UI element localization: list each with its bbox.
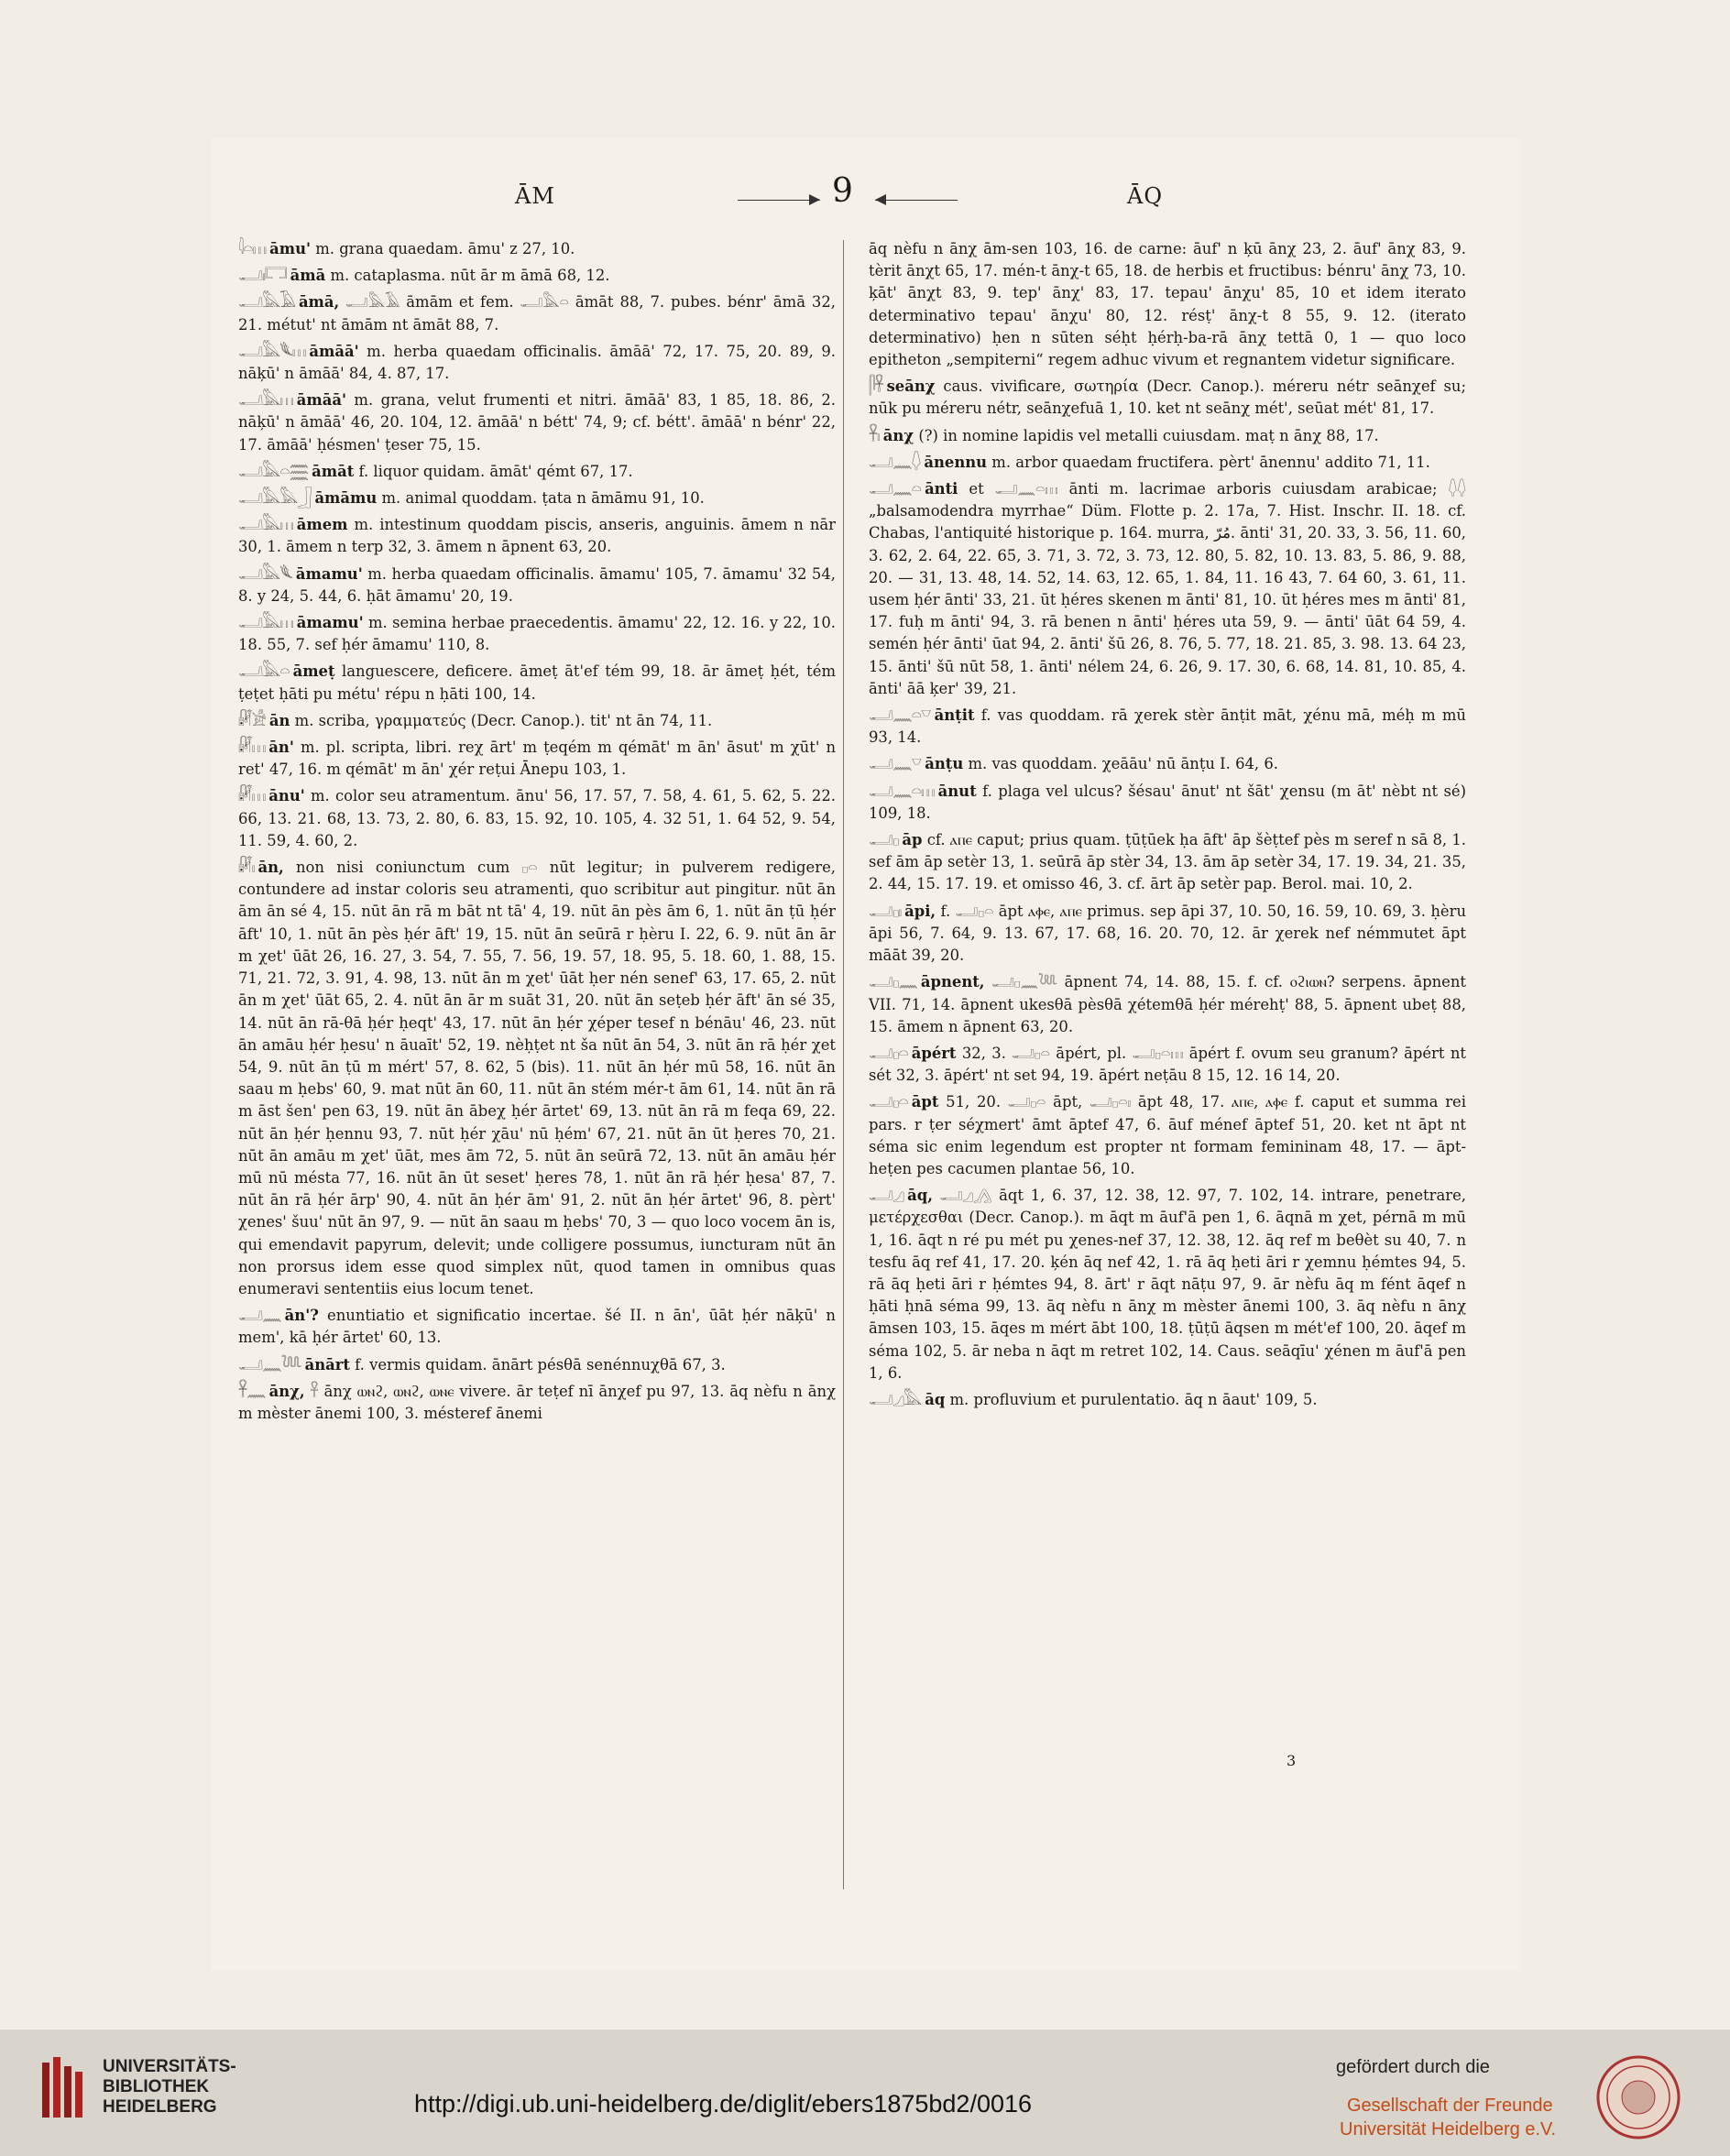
hieroglyph-spelling: 𓋴𓋹 (869, 377, 883, 397)
entry-definition: m. cataplasma. nūt ār m āmā 68, 12. (325, 267, 610, 285)
dictionary-entry (238, 1305, 836, 1349)
entry-lemma: āpi, (904, 902, 936, 920)
entry-lemma: āpt (911, 1093, 939, 1111)
entry-lemma: ānut (937, 782, 977, 800)
dictionary-entry (238, 857, 836, 1300)
dictionary-entry (869, 452, 1466, 474)
hieroglyph-spelling: 𓂝𓅓𓏥 (238, 515, 293, 535)
entry-lemma: āq, (907, 1187, 933, 1205)
hieroglyph-spelling: 𓂝𓅓𓄿 (238, 292, 295, 312)
hieroglyph-spelling: 𓂝𓊪𓏤 (869, 901, 902, 921)
library-name-line: BIBLIOTHEK (103, 2077, 210, 2096)
hieroglyph-spelling: 𓂝𓈖𓏏𓏥 (869, 781, 935, 801)
entry-definition: 𓂝𓅓𓄿 āmām et fem. 𓂝𓅓𓏏 āmāt 88, 7. pubes. bénr' āmā 32, 21. métut' nt āmām nt āmāt 88, 7. (238, 293, 836, 334)
hieroglyph-spelling: 𓂝𓅓𓏏𓈗 (238, 461, 309, 481)
entry-lemma: āmeṭ (292, 662, 335, 681)
dictionary-entry (869, 971, 1466, 1038)
column-divider (843, 240, 844, 1889)
dictionary-entry (238, 291, 836, 335)
hieroglyph-spelling: 𓏞𓏥 (238, 738, 266, 758)
entry-lemma: āmā (290, 267, 326, 285)
library-name-line: HEIDELBERG (103, 2097, 217, 2117)
sponsor-label: gefördert durch die (1336, 2057, 1490, 2077)
dictionary-entry (869, 376, 1466, 420)
dictionary-entry (869, 478, 1466, 700)
library-name (103, 2057, 236, 2118)
sponsor-name-line: Gesellschaft der Freunde (1347, 2096, 1553, 2116)
entry-lemma: āmāā' (309, 342, 359, 360)
entry-lemma: ān, (257, 859, 284, 877)
entry-lemma: āmem (296, 516, 348, 534)
hieroglyph-spelling: 𓂝𓅓𓏏 (238, 662, 290, 682)
entry-definition: m. arbor quaedam fructifera. pèrt' ānennu' addito 71, 11. (987, 453, 1430, 471)
entry-definition: m. herba quaedam officinalis. āmamu' 105, 7. āmamu' 32 54, 8. y 24, 5. 44, 6. ḥāt āmamu' 20, 19. (238, 564, 836, 605)
dictionary-entry (238, 238, 836, 260)
source-url-link[interactable]: http://digi.ub.uni-heidelberg.de/diglit/ebers1875bd2/0016 (414, 2090, 1033, 2118)
dictionary-entry (869, 1091, 1466, 1180)
entry-lemma: āmāā' (296, 391, 346, 410)
left-column (238, 238, 836, 1429)
dictionary-entry (238, 487, 836, 509)
hieroglyph-spelling: 𓏞𓏥 (238, 786, 266, 806)
dictionary-entry (238, 785, 836, 852)
hieroglyph-spelling: 𓂝𓅓𓆰𓏥 (238, 341, 306, 361)
dictionary-entry (869, 829, 1466, 896)
entry-definition: m. semina herbae praecedentis. āmamu' 22, 12. 16. y 22, 10. 18. 55, 7. sef ḥér āmamu' 110, 8. (238, 614, 836, 654)
digitization-footer (0, 2030, 1730, 2156)
hieroglyph-spelling: 𓂝𓊪 (869, 830, 899, 850)
header-right-key: ĀQ (1127, 183, 1164, 209)
entry-definition: cf. ⲁⲡⲉ caput; prius quam. ṭūṭūek ḥa āft' āp šèṭtef pès m seref n sā 8, 1. sef ām āp setèr 13, 1. seūrā āp stèr 34, 13. ām āp setèr 34, 17. 19. 34, 21. 35, 2. 44, 15. 17. 19. et omisso 46, 3. cf. ārt āp setèr pap. Berol. mai. 10, 2. (869, 831, 1466, 893)
entry-definition: 𓂝𓈎𓂻 āqt 1, 6. 37, 12. 38, 12. 97, 7. 102, 14. intrare, penetrare, μετέρχεσθαι (Decr. Canop.). m āqt m āuf'ā pen 1, 6. āqnā m χet, pérnā m mū 1, 16. āqt n ré pu mét pu χenes-nef 37, 12. 38, 12. āq ref m beθèt su 40, 7. n tesfu āq ref 41, 17. 20. ķén āq nef 42, 1. rā āq ḥeti āri r χemnu ḥémtes 94, 5. rā āq ḥeti āri r ḥémtes 94, 8. ārt' r āqt nāṭu 97, 9. ār nèfu āq m fént āqef n ḥāti ḥnā séma 99, 13. āq nèfu n ānχ m mèster ānemi 100, 3. āq nèfu n ānχ āmsen 103, 15. āqes m mért ābt 100, 18. ṭūṭū āqsen m mét'ef 100, 20. āqef m séma 102, 5. ār neba n āqt m retret 102, 14. Caus. seāqīu' χénen m āuf'ā pen 1, 6. (869, 1187, 1466, 1382)
header-arrow-line-right (875, 200, 958, 201)
hieroglyph-spelling: 𓂝𓅓𓅓𓃀 (238, 488, 312, 509)
entry-lemma: ānχ (882, 426, 914, 444)
entry-lemma: āpnent, (920, 973, 985, 991)
entry-definition: 32, 3. 𓂝𓊪𓏏 āpért, pl. 𓂝𓊪𓏏𓏥 āpért f. ovum seu granum? āpért nt sét 32, 3. āpért' nt set 94, 19. āpért neṭāu 8 15, 12. 16 14, 20. (869, 1044, 1466, 1085)
entry-lemma: ān' (268, 739, 294, 757)
entry-lemma: āmu' (269, 240, 312, 257)
hieroglyph-spelling: 𓂝𓅓𓏥 (238, 390, 293, 410)
dictionary-entry (238, 612, 836, 656)
entry-definition: f. plaga vel ulcus? šésau' ānut' nt šāt' χensu (m āt' nèbt nt sé) 109, 18. (869, 782, 1466, 822)
dictionary-entry (869, 781, 1466, 825)
entry-lemma: āmamu' (295, 564, 363, 583)
hieroglyph-spelling: 𓂝𓏤𓉐 (238, 266, 287, 286)
sponsor-name-line: Universität Heidelberg e.V. (1340, 2119, 1557, 2140)
entry-lemma: ānennu (924, 453, 988, 471)
dictionary-entry (869, 1043, 1466, 1087)
entry-definition: f. liquor quidam. āmāt' qémt 67, 17. (354, 462, 633, 480)
hieroglyph-spelling: 𓋹𓈖 (238, 1381, 266, 1401)
entry-definition: 51, 20. 𓂝𓊪𓏏 āpt, 𓂝𓊪𓏏𓏤 āpt 48, 17. ⲁⲡⲉ, ⲁⲫⲉ f. caput et summa rei pars. r ṭer séχmert' āmt āptef 47, 6. āuf ménef āptef 51, 20. ket nt āpt nt séma sic enim legendum est propter nt formam femininam 48, 17. — āpt-heṭen pes cacumen plantae 56, 10. (869, 1093, 1466, 1177)
dictionary-entry (238, 265, 836, 287)
page-footer-number: 3 (1287, 1752, 1297, 1769)
dictionary-entry (869, 238, 1466, 371)
dictionary-page (211, 137, 1521, 1970)
entry-definition: 𓋹 ānχ ⲱⲛϩ, ⲱⲛϩ, ⲱⲛⲉ vivere. ār teṭef nī ānχef pu 97, 13. āq nèfu n ānχ m mèster ānemi 100, 3. mésteref ānemi (238, 1382, 836, 1422)
entry-definition: enuntiatio et significatio incertae. šé II. n ān', ūāt ḥér nāķū' n mem', kā ḥér ārtet' 60, 13. (238, 1307, 836, 1347)
dictionary-entry (238, 389, 836, 456)
header-arrow-right-icon (809, 194, 820, 205)
dictionary-entry (238, 341, 836, 385)
hieroglyph-spelling: 𓂝𓊪𓈖 (869, 972, 917, 992)
entry-definition: et 𓂝𓈖𓏏𓏥 ānti m. lacrimae arboris cuiusdam arabicae; 𓆭𓆭 „balsamodendra myrrhae“ Düm. Flotte p. 2. 17a, 7. Hist. Inschr. II. 18. cf. Chabas, l'antiquité historique p. 164. murra, مُرّ. ānti' 31, 20. 33, 3. 56, 11. 60, 3. 62, 2. 64, 22. 65, 3. 71, 3. 72, 3. 73, 12. 80, 5. 82, 10. 13. 83, 5. 86, 9. 88, 20. — 31, 13. 48, 14. 52, 14. 63, 12. 65, 1. 84, 11. 16 43, 7. 64 60, 3. 61, 11. usem ḥér ānti' 33, 21. ūt ḥéres skenen m ānti' 81, 10. ūt ḥéres mes m ānti' 81, 17. fuḥ m ānti' 94, 3. rā benen n ānti' ḥéres uta 59, 9. — ānti' ūāt 64 59, 4. semén ḥér ānti' ūat 94, 2. ānti' šū 26, 8. 76, 5. 77, 18. 21. 85, 3. 98. 13. 64 23, 15. ānti' šū nūt 58, 1. ānti' nélem 24, 6. 26, 9. 17. 30, 6. 68, 14. 81, 10. 85, 4. ānti' āā ķer' 39, 21. (869, 480, 1467, 697)
entry-lemma: āp (902, 831, 923, 849)
entry-lemma: ānārt (304, 1355, 350, 1373)
entry-definition: non nisi coniunctum cum 𓊪𓏏 nūt legitur; in pulverem redigere, contundere ad instar coloris seu atramenti, quo scribitur aut pingitur. nūt ān ām ān sé 4, 15. nūt ān rā m bāt nt tā' 4, 19. nūt ān pès ām 6, 1. nūt ān ṭū ḥér āft' 10, 1. nūt ān pès ḥér āft' 19, 15. nūt ān seūrā r ḥèru I. 22, 6. 9. nūt ān ār m χet' ūāt 26, 16. 27, 3. 54, 7. 55, 7. 56, 19. 57, 18. 95, 5. 18. 60, 1. 88, 15. 71, 21. 72, 3. 91, 4. 98, 13. nūt ān m χet' ūāt ḥer nén senef' 63, 17. 65, 2. nūt ān m χet' ūāt 65, 2. 4. nūt ān ār m suāt 31, 20. nūt ān seṭeb ḥér āft' ān sé 35, 14. nūt ān rā-θā ḥér ḥeqt' 43, 17. nūt ān ḥér χéper tesef n bénāu' 46, 23. nūt ān amāu ḥér ḥesu' n āuaīt' 52, 19. nèḥṭet nt ša nūt ān 54, 3. nūt ān rā ḥér χet 54, 9. nūt ān ṭū m mért' 57, 8. 62, 5 (bis). 11. nūt ān ḥér mū 58, 16. nūt ān saau m ḥebs' 60, 9. mat nūt ān 60, 11. nūt ān stém mér-t ām 61, 14. nūt ān rā m āst šen' pen 63, 19. nūt ān ābeχ ḥér ārtet' 69, 13. nūt ān rā m feqa 69, 22. nūt ān ḥér ḥennu 93, 7. nūt ḥér χāu' nū ḥém' 67, 21. nūt ān ūt ḥeres 70, 21. nūt ān amāu m χet' ūāt, mes ām 72, 5. nūt ān seūrā 72, 13. nūt ān amāu ḥér mū nū mésta 77, 16. nūt ān ūt seset' ḥeres 78, 1. nūt ān rā ḥér ḥesa' 87, 7. nūt ān rā ḥér ārp' 90, 4. nūt ān ḥér ām' 91, 2. nūt ān ḥér ārtet' 96, 8. pèrt' χenes' šuu' nūt ān 97, 9. — nūt ān saau m ḥebs' 70, 3 — quo loco vocem ān is, qui emendavit papyrum, delevit; unde colligere possumus, iuncturam nūt ān non prorsus idem esse quod simplex nūt, quod tamen in omnibus quas enumeravi sententiis eius locum tenet. (238, 859, 836, 1297)
entry-definition: 𓂝𓊪𓈖𓆙 āpnent 74, 14. 88, 15. f. cf. ⲟϩⲓⲱⲛ? serpens. āpnent VII. 71, 14. āpnent ukesθā pèsθā χétemθā ḥér mérehṭ' 88, 5. āpnent ubeṭ 88, 15. āmem n āpnent 63, 20. (869, 973, 1466, 1035)
header-arrow-line-left (738, 200, 820, 201)
entry-definition: f. 𓂝𓊪𓏏 āpt ⲁⲫⲉ, ⲁⲡⲉ primus. sep āpi 37, 10. 50, 16. 59, 10. 69, 3. ḥèru āpi 56, 7. 64, 9. 13. 67, 17. 68, 16. 20. 70, 12. ār χerek nef némmutet āpt māāt 39, 20. (869, 902, 1466, 965)
entry-definition: m. herba quaedam officinalis. āmāā' 72, 17. 75, 20. 89, 9. nāķū' n āmāā' 84, 4. 87, 17. (238, 342, 836, 383)
hieroglyph-spelling: 𓏞𓏤 (238, 858, 255, 878)
entry-lemma: āmāt (312, 462, 355, 480)
entry-definition: caus. vivificare, σωτηρία (Decr. Canop.). méreru nétr seānχef su; nūk pu méreru nétr, seānχefuā 1, 10. ket nt seānχ mét', seūat mét' 81, 17. (869, 378, 1466, 418)
entry-lemma: ānṭu (925, 755, 964, 773)
hieroglyph-spelling: 𓇋𓏏𓏥 (238, 239, 267, 258)
entry-lemma: ānti (925, 480, 958, 498)
dictionary-entry (238, 514, 836, 558)
entry-definition: m. animal quoddam. ṭata n āmāmu 91, 10. (377, 489, 705, 508)
entry-definition: languescere, deficere. āmeṭ āt'ef tém 99, 18. ār āmeṭ ḥét, tém ṭeṭet ḥāti pu métu' répu n ḥāti 100, 14. (238, 662, 836, 703)
dictionary-entry (238, 737, 836, 781)
entry-lemma: āmā, (298, 293, 340, 312)
dictionary-entry (869, 425, 1466, 447)
hieroglyph-spelling: 𓂝𓈖𓆭 (869, 452, 921, 472)
hieroglyph-spelling: 𓂝𓈖𓏏 (869, 479, 922, 499)
entry-lemma: ānχ, (268, 1382, 305, 1400)
entry-lemma: ān'? (284, 1307, 319, 1325)
hieroglyph-spelling: 𓂝𓈎 (869, 1186, 904, 1206)
dictionary-entry (238, 710, 836, 732)
hieroglyph-spelling: 𓋹𓏤 (869, 425, 880, 445)
entry-definition: m. grana, velut frumenti et nitri. āmāā' 83, 1 85, 18. 86, 2. nāķū' n āmāā' 46, 20. 104, 12. āmāā' n bétt' 74, 9; cf. bétt'. āmāā' n bénr' 22, 17. āmāā' ḥésmen' ṭeser 75, 15. (238, 391, 836, 454)
entry-lemma: āmamu' (296, 614, 364, 632)
dictionary-entry (238, 564, 836, 607)
entry-definition: m. grana quaedam. āmu' z 27, 10. (311, 240, 575, 257)
entry-definition: m. intestinum quoddam piscis, anseris, anguinis. āmem n nār 30, 1. āmem n terp 32, 3. āmem n āpnent 63, 20. (238, 516, 836, 556)
university-library-logo-icon (38, 2053, 92, 2125)
right-column (869, 238, 1466, 1416)
dictionary-entry (869, 1185, 1466, 1384)
entry-definition: m. color seu atramentum. ānu' 56, 17. 57, 7. 58, 4. 61, 5. 62, 5. 22. 66, 13. 21. 68, 13. 73, 2. 80, 6. 83, 15. 92, 10. 105, 4. 32 51, 1. 64 52, 9. 54, 11. 59, 4. 60, 2. (238, 787, 836, 849)
entry-definition: āq nèfu n ānχ ām-sen 103, 16. de carne: āuf' n ķū ānχ 23, 2. āuf' ānχ 83, 9. tèrit ānχt 65, 17. mén-t ānχ-t 65, 18. de herbis et fructibus: bénru' ānχ 73, 10. ķāt' ānχt 83, 9. tep' ānχ' 83, 17. tepau' ānχu' 85, 10 et idem iterato determinativo tepau' ānχu' 80, 12. résṭ' ānχ-t 8 55, 9. 12. (iterato determinativo) ḥen n sūten séḥt ḥérḥ-ba-rā ānχ tettā 0, 1 — quo loco epitheton „sempiterni“ regem adhuc vivum et regnantem videtur significare. (869, 240, 1466, 369)
entry-definition: f. vas quoddam. rā χerek stèr ānṭit māt, χénu mā, méḥ m mū 93, 14. (869, 706, 1466, 747)
entry-lemma: āpért (911, 1044, 957, 1062)
entry-definition: m. scriba, γραμματεύς (Decr. Canop.). tit' nt ān 74, 11. (290, 711, 713, 729)
dictionary-entry (238, 661, 836, 705)
entry-lemma: seānχ (886, 378, 936, 396)
library-name-line: UNIVERSITÄTS- (103, 2057, 236, 2076)
dictionary-entry (869, 1389, 1466, 1411)
entry-lemma: āmāmu (314, 489, 378, 508)
dictionary-entry (238, 1354, 836, 1376)
entry-definition: m. vas quoddam. χeāāu' nū ānṭu I. 64, 6. (963, 755, 1278, 773)
hieroglyph-spelling: 𓂝𓈖𓏏𓎺 (869, 706, 931, 726)
entry-definition: m. profluvium et purulentatio. āq n āaut' 109, 5. (945, 1390, 1318, 1408)
dictionary-entry (238, 1381, 836, 1425)
dictionary-entry (869, 901, 1466, 968)
hieroglyph-spelling: 𓂝𓊪𓏏 (869, 1092, 908, 1112)
entry-lemma: ānṭit (934, 706, 975, 725)
dictionary-entry (869, 753, 1466, 775)
entry-definition: (?) in nomine lapidis vel metalli cuiusdam. maṭ n ānχ 88, 17. (914, 426, 1379, 444)
hieroglyph-spelling: 𓂝𓅓𓆰 (238, 564, 292, 584)
hieroglyph-spelling: 𓂝𓈖𓎺 (869, 754, 922, 774)
hieroglyph-spelling: 𓂝𓈖𓆙 (238, 1354, 301, 1374)
entry-definition: m. pl. scripta, libri. reχ ārt' m ṭeqém m qémāt' m ān' āsut' m χūt' n ret' 47, 16. m qémāt' m ān' χér reṭui Ānepu 103, 1. (238, 739, 836, 779)
page-number: 9 (832, 172, 853, 210)
hieroglyph-spelling: 𓂝𓈎𓅓 (869, 1389, 922, 1409)
header-left-key: ĀM (515, 183, 555, 209)
dictionary-entry (869, 705, 1466, 749)
running-header (211, 172, 1521, 227)
dictionary-entry (238, 461, 836, 483)
entry-lemma: ānu' (268, 787, 305, 805)
entry-definition: f. vermis quidam. ānārt pésθā senénnuχθā 67, 3. (349, 1355, 726, 1373)
entry-lemma: ān (268, 711, 290, 729)
entry-lemma: āq (925, 1390, 946, 1408)
hieroglyph-spelling: 𓂝𓊪𓏏 (869, 1043, 908, 1063)
university-seal-icon (1594, 2053, 1682, 2141)
hieroglyph-spelling: 𓏞𓀀 (238, 710, 266, 730)
hieroglyph-spelling: 𓂝𓅓𓏥 (238, 613, 293, 633)
hieroglyph-spelling: 𓂝𓈖 (238, 1306, 281, 1326)
